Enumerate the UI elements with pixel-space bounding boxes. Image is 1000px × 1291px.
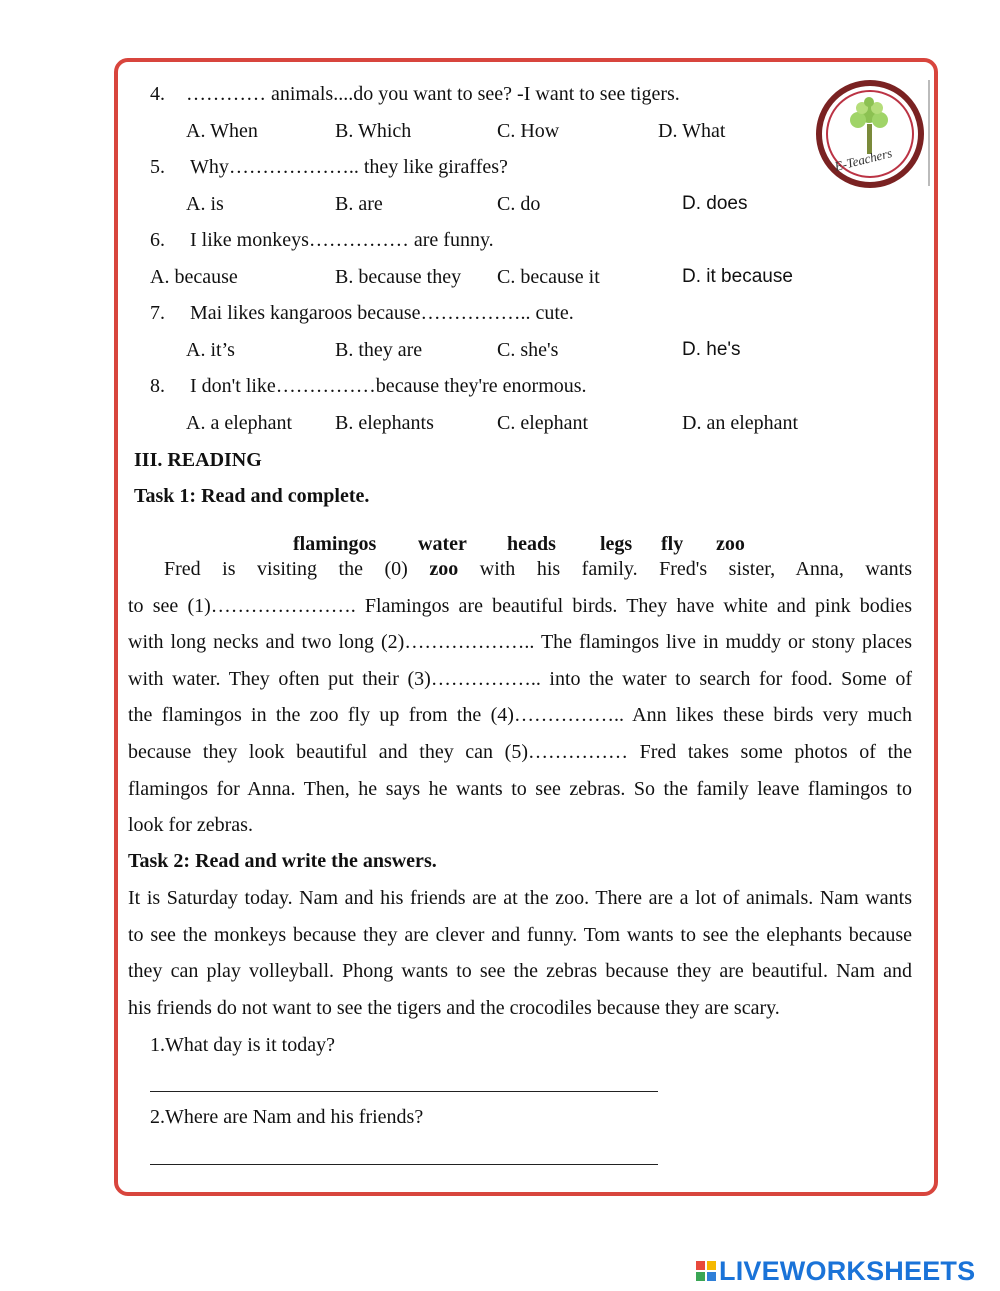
q7-option-b: B. they are bbox=[335, 339, 423, 361]
q8-option-c: C. elephant bbox=[497, 412, 589, 434]
passage-line: with water. They often put their (3)…………….. into the water to search for food. Some of bbox=[128, 667, 912, 690]
word-box-item: water bbox=[418, 533, 467, 555]
answer-line-2[interactable] bbox=[150, 1164, 658, 1165]
q6-option-d: D. it because bbox=[682, 266, 793, 287]
passage-line: because they look beautiful and they can (5)…………… Fred takes some photos of the bbox=[128, 740, 912, 763]
brand-text: LIVEWORKSHEETS bbox=[719, 1255, 976, 1286]
q5-number: 5. bbox=[150, 156, 165, 178]
task2-question-2: 2.Where are Nam and his friends? bbox=[150, 1106, 424, 1128]
example-answer: zoo bbox=[429, 558, 459, 580]
passage-line: to see the monkeys because they are clever and funny. Tom wants to see the elephants because bbox=[128, 923, 912, 946]
q5-option-a: A. is bbox=[186, 193, 224, 215]
q8-option-d: D. an elephant bbox=[682, 412, 799, 434]
q7-option-a: A. it’s bbox=[186, 339, 235, 361]
word-box-item: heads bbox=[507, 533, 556, 555]
q6-option-a: A. because bbox=[150, 266, 238, 288]
q5-option-c: C. do bbox=[497, 193, 541, 215]
q8-option-a: A. a elephant bbox=[186, 412, 293, 434]
q7-number: 7. bbox=[150, 302, 165, 324]
passage-line: his friends do not want to see the tigers and the crocodiles because they are scary. bbox=[128, 996, 780, 1019]
q6-option-b: B. because they bbox=[335, 266, 462, 288]
logo-label: E-Teachers bbox=[832, 145, 894, 174]
task2-passage bbox=[128, 880, 912, 1026]
q4-option-b: B. Which bbox=[335, 120, 412, 142]
passage-line: flamingos for Anna. Then, he says he wants to see zebras. So the family leave flamingos to bbox=[128, 777, 912, 800]
q5-option-b: B. are bbox=[335, 193, 383, 215]
passage-line: Fred is visiting the (0) zoo with his family. Fred's sister, Anna, wants bbox=[164, 558, 912, 580]
q4-question: ………… animals....do you want to see? -I want to see tigers. bbox=[186, 83, 680, 105]
passage-line: the flamingos in the zoo fly up from the (4)…………….. Ann likes these birds very much bbox=[128, 704, 912, 727]
q6-number: 6. bbox=[150, 229, 165, 251]
word-box-item: fly bbox=[661, 533, 684, 555]
answer-line-1[interactable] bbox=[150, 1091, 658, 1092]
liveworksheets-brand bbox=[696, 1256, 975, 1286]
passage-line: look for zebras. bbox=[128, 814, 253, 837]
word-box-item: flamingos bbox=[293, 533, 377, 555]
passage-line: they can play volleyball. Phong wants to see the zebras because they are beautiful. Nam and bbox=[128, 960, 912, 983]
task2-question-1: 1.What day is it today? bbox=[150, 1034, 335, 1056]
q8-number: 8. bbox=[150, 375, 165, 397]
q5-question: Why……………….. they like giraffes? bbox=[190, 156, 508, 178]
q7-option-d: D. he's bbox=[682, 339, 741, 360]
passage-line: to see (1)…………………. Flamingos are beautiful birds. They have white and pink bodies bbox=[128, 594, 912, 617]
q8-question: I don't like……………because they're enormous. bbox=[190, 375, 587, 397]
q4-number: 4. bbox=[150, 83, 165, 105]
q8-option-b: B. elephants bbox=[335, 412, 434, 434]
q6-question: I like monkeys…………… are funny. bbox=[190, 229, 494, 251]
word-box-item: legs bbox=[600, 533, 633, 555]
passage-line: It is Saturday today. Nam and his friends are at the zoo. There are a lot of animals. Nam wants bbox=[128, 887, 912, 909]
task2-title: Task 2: Read and write the answers. bbox=[128, 850, 437, 872]
q7-option-c: C. she's bbox=[497, 339, 559, 361]
task1-passage bbox=[128, 551, 912, 844]
q4-option-c: C. How bbox=[497, 120, 560, 142]
e-teachers-logo bbox=[816, 80, 924, 188]
q7-question: Mai likes kangaroos because…………….. cute. bbox=[190, 302, 574, 324]
q5-option-d: D. does bbox=[682, 193, 748, 214]
task1-title: Task 1: Read and complete. bbox=[134, 485, 370, 507]
logo-divider bbox=[928, 80, 930, 186]
passage-line: with long necks and two long (2)……………….. The flamingos live in muddy or stony places bbox=[128, 631, 912, 654]
q6-option-c: C. because it bbox=[497, 266, 600, 288]
word-box-item: zoo bbox=[716, 533, 745, 555]
q4-option-d: D. What bbox=[658, 120, 726, 142]
q4-option-a: A. When bbox=[186, 120, 258, 142]
brand-blocks-icon bbox=[696, 1261, 716, 1281]
section-title: III. READING bbox=[134, 449, 262, 471]
